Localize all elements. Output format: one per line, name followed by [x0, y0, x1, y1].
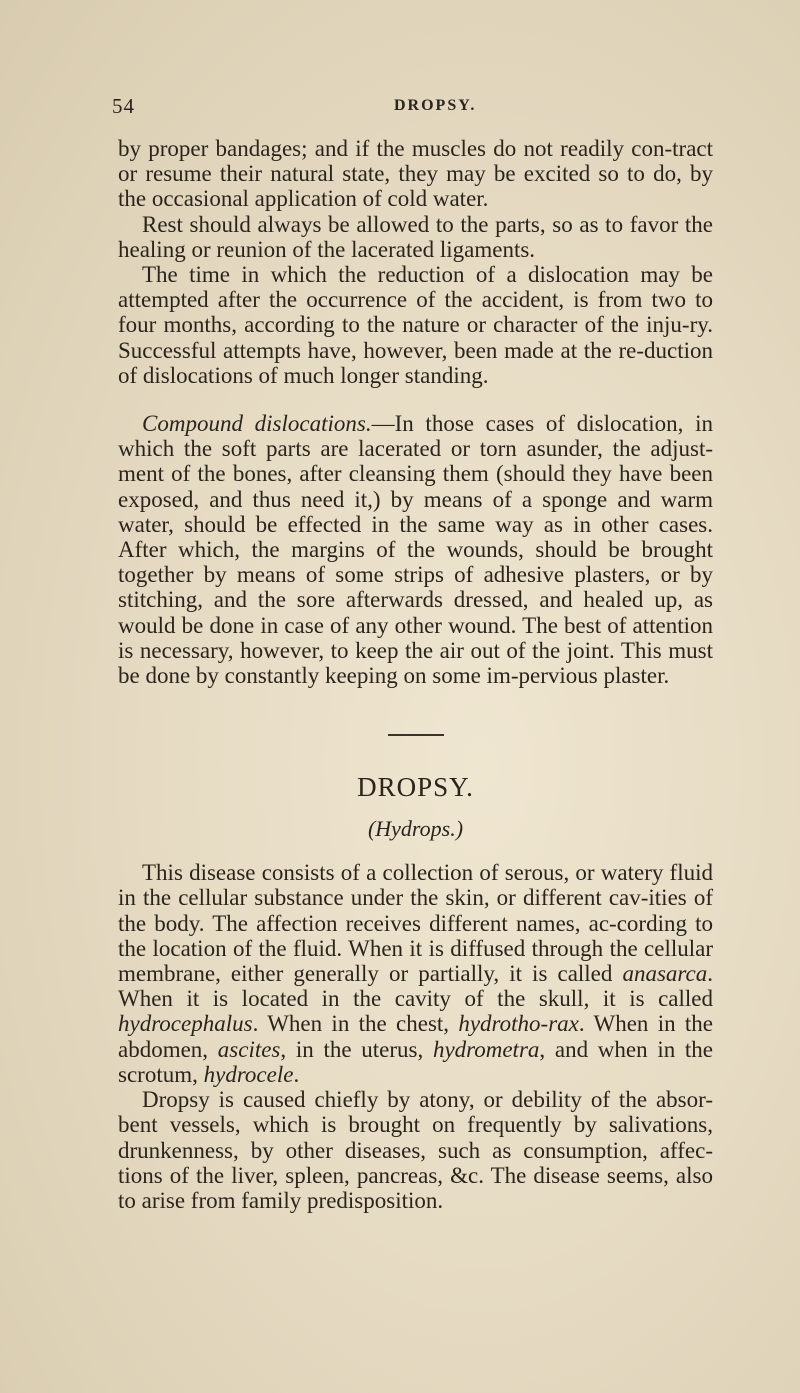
text-segment: . When it is located in the cavity of the skull, it is called [118, 961, 713, 1012]
compound-dislocations-heading: Compound dislocations. [142, 411, 372, 437]
text-segment: , and when in the scrotum, [118, 1036, 714, 1087]
paragraph-bandages: by proper bandages; and if the muscles do not readily con-tract or resume their natural state, they may be excited so to do, by the occasional application of cold water. [118, 136, 713, 212]
page-number: 54 [112, 94, 135, 118]
section-divider [388, 734, 444, 736]
term-hydrothorax: hydrotho-rax [458, 1011, 579, 1037]
text-segment: . When in the abdomen, [118, 1011, 714, 1062]
compound-dislocations-text: —In those cases of dislocation, in which the soft parts are lacerated or torn asunder, the adjust-ment of the bones, after cleansing them (should they have been exposed, and thus need it,) by means of a sponge and warm water, should be effected in the same way as in other cases. After which, the margins of the wounds, should be brought together by means of some strips of adhesive plasters, or by stitching, and the sore afterwards dressed, and healed up, as would be done in case of any other wound. The best of attention is necessary, however, to keep the air out of the joint. This must be done by constantly keeping on some im-pervious plaster. [118, 411, 714, 689]
term-anasarca: anasarca [622, 961, 708, 987]
term-hydrocephalus: hydrocephalus [118, 1011, 253, 1037]
paragraph-reduction-time: The time in which the reduction of a dislocation may be attempted after the occurrence of the accident, is from two to four months, according to the nature or character of the inju-ry. Successful attempts have, however, been made at the re-duction of dislocations of much longer standing. [118, 262, 713, 388]
section-subtitle: (Hydrops.) [367, 816, 464, 842]
paragraph-rest: Rest should always be allowed to the parts, so as to favor the healing or reunion of the lacerated ligaments. [118, 211, 713, 262]
term-hydrometra: hydrometra [432, 1036, 540, 1062]
page-header [112, 94, 712, 124]
term-ascites: ascites [217, 1036, 281, 1062]
text-segment: . [293, 1061, 300, 1087]
section-title: DROPSY. [357, 772, 474, 803]
paragraph-compound-dislocations [118, 411, 713, 688]
running-head: DROPSY. [394, 97, 477, 114]
text-segment: This disease consists of a collection of serous, or watery fluid in the cellular substance under the skin, or different cav-ities of the body. The affection receives different names, ac-cording to the location of the fluid. When it is diffused through the cellular membrane, either generally or partially, it is called [118, 860, 713, 987]
paragraph-dropsy-causes: Dropsy is caused chiefly by atony, or debility of the absor-bent vessels, which is brought on frequently by salivations, drunkenness, by other diseases, such as consumption, affec-tions of the liver, spleen, pancreas, &c. The disease seems, also to arise from family predisposition. [118, 1087, 713, 1213]
term-hydrocele: hydrocele [203, 1061, 294, 1087]
text-segment: . When in the chest, [252, 1011, 459, 1037]
paragraph-dropsy-definition [118, 860, 713, 1087]
text-segment: , in the uterus, [280, 1036, 433, 1062]
body-text [118, 136, 713, 1213]
